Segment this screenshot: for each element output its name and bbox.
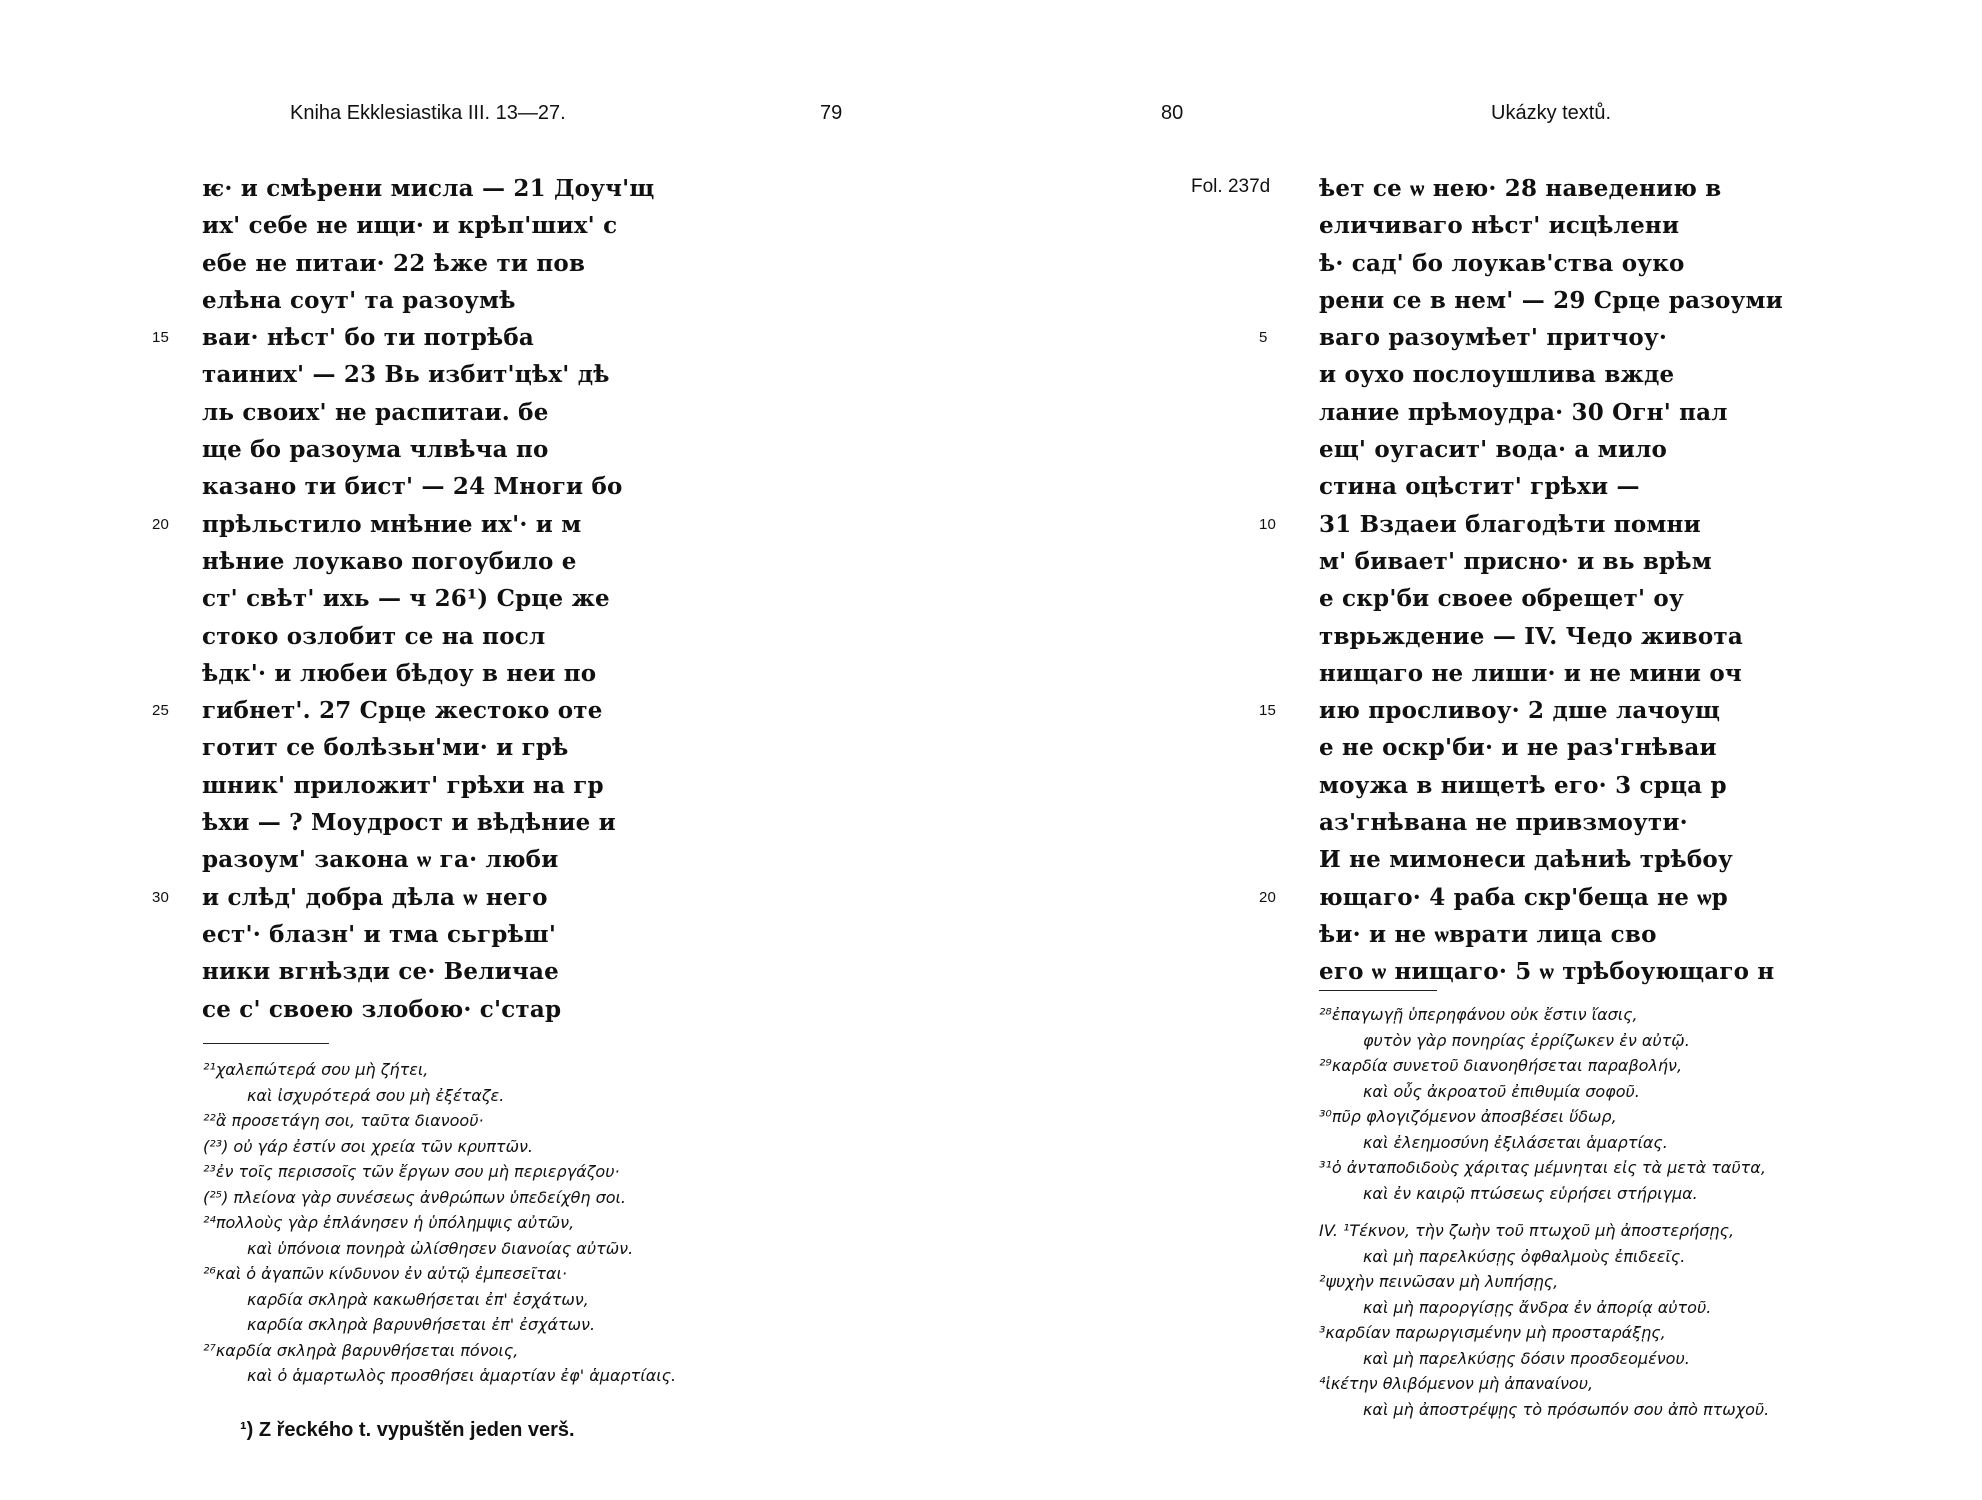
line-text: разоум' закона ѡ га· люби (202, 846, 559, 874)
line-text: лание прѣмоудра· 30 Огн' пал (1319, 398, 1728, 426)
line-text: ники вгнѣзди се· Величае (202, 958, 559, 986)
text-line (1319, 804, 1783, 841)
line-text: его ѡ нищаго· 5 ѡ трѣбоующаго н (1319, 958, 1775, 986)
line-text: еличиваго нѣст' исцѣлени (1319, 212, 1680, 240)
line-text: ѥ· и смѣрени мисла — 21 Доуч'щ (202, 175, 655, 202)
line-text: ющаго· 4 раба скр'беща не ѡр (1319, 883, 1728, 911)
text-line (1319, 953, 1783, 990)
text-line (1319, 655, 1783, 692)
line-text: 31 Вздаеи благодѣти помни (1319, 510, 1701, 538)
greek-note-line: ²²ἃ προσετάγη σοι, ταῦτα διανοοῦ· (203, 1111, 484, 1130)
greek-note-line: IV. ¹Τέκνον, τὴν ζωὴν τοῦ πτωχοῦ μὴ ἀποστερήσῃς, (1319, 1221, 1735, 1240)
line-text: гибнет'. 27 Срце жестоко оте (202, 697, 603, 725)
line-text: ещ' оугасит' вода· а мило (1319, 436, 1668, 464)
text-line (1319, 431, 1783, 468)
line-text: ию просливоу· 2 дше лачоущ (1319, 697, 1721, 725)
line-text: казано ти бист' — 24 Многи бо (202, 473, 623, 501)
line-text: елѣна соут' та разоумѣ (202, 286, 516, 314)
folio-mark: Fol. 237d (1191, 176, 1271, 197)
text-line (152, 319, 654, 356)
line-text: м' бивает' присно· и вь врѣм (1319, 547, 1712, 575)
text-line (1319, 729, 1783, 766)
text-line (1319, 245, 1783, 282)
text-line (152, 506, 654, 543)
text-line (1319, 282, 1783, 319)
text-line (1319, 394, 1783, 431)
text-line (1319, 543, 1783, 580)
greek-note-line: καὶ ὑπόνοια πονηρὰ ὠλίσθησεν διανοίας αὐτῶν. (247, 1238, 634, 1258)
greek-note-line: καρδία σκληρὰ βαρυνθήσεται ἐπ' ἐσχάτων. (247, 1315, 596, 1334)
text-line (1259, 692, 1783, 729)
text-line (152, 879, 654, 916)
greek-note-line: ⁴ἱκέτην θλιβόμενον μὴ ἀπαναίνου, (1319, 1374, 1594, 1393)
greek-note-line: καὶ μὴ ἀποστρέψῃς τὸ πρόσωπόν σου ἀπὸ πτωχοῦ. (1363, 1399, 1770, 1419)
text-line (1319, 767, 1783, 804)
text-line (1259, 506, 1783, 543)
line-text: ест'· блазн' и тма сьгрѣш' (202, 920, 557, 948)
page-number: 79 (820, 102, 843, 124)
text-line (202, 804, 654, 841)
text-line (202, 841, 654, 878)
line-text: ѣ· сад' бо лоукав'ства оуко (1319, 249, 1685, 277)
text-line (202, 767, 654, 804)
line-text: таиних' — 23 Вь избит'цѣх' дѣ (202, 361, 610, 389)
line-text: ѣдк'· и любеи бѣдоу в неи по (202, 659, 597, 687)
greek-note-line: ²³ἐν τοῖς περισσοῖς τῶν ἔργων σου μὴ περιεργάζου· (203, 1162, 620, 1181)
czech-footnote: ¹) Z řeckého t. vypuštěn jeden verš. (240, 1419, 575, 1441)
line-text: ваи· нѣст' бо ти потрѣба (202, 324, 534, 352)
slavonic-text (1259, 170, 1783, 991)
text-line (202, 991, 654, 1028)
text-line (202, 916, 654, 953)
line-number: 25 (152, 702, 170, 720)
greek-note-line: ²⁶καὶ ὁ ἀγαπῶν κίνδυνον ἐν αὐτῷ ἐμπεσεῖται· (203, 1264, 567, 1283)
text-line (202, 953, 654, 990)
text-line (202, 729, 654, 766)
greek-note-line: ³¹ὁ ἀνταποδιδοὺς χάριτας μέμνηται εἰς τὰ μετὰ ταῦτα, (1319, 1158, 1766, 1177)
slavonic-text (152, 170, 655, 1028)
greek-apparatus (203, 1057, 676, 1389)
greek-note-line: ²⁴πολλοὺς γὰρ ἐπλάνησεν ἡ ὑπόλημψις αὐτῶν, (203, 1213, 575, 1232)
line-number: 15 (152, 329, 170, 347)
line-text: ѣи· и не ѡврати лица сво (1319, 920, 1657, 948)
text-line (202, 245, 654, 282)
line-number: 30 (152, 888, 170, 906)
line-number: 5 (1259, 329, 1268, 347)
greek-note-line: καρδία σκληρὰ κακωθήσεται ἐπ' ἐσχάτων, (247, 1289, 589, 1309)
greek-note-line: (²³) οὐ γάρ ἐστίν σοι χρεία τῶν κρυπτῶν. (203, 1136, 533, 1156)
line-text: ще бо разоума члвѣча по (202, 436, 549, 464)
line-text: шник' приложит' грѣхи на гр (202, 771, 604, 799)
footnote-rule (1319, 990, 1437, 991)
text-line (1319, 468, 1783, 505)
line-number: 20 (1259, 888, 1277, 906)
running-title: Kniha Ekklesiastika III. 13—27. (290, 102, 566, 124)
text-line (1319, 170, 1783, 207)
greek-note-line: φυτὸν γὰρ πονηρίας ἐρρίζωκεν ἐν αὐτῷ. (1363, 1030, 1690, 1050)
greek-note-line: καὶ οὖς ἀκροατοῦ ἐπιθυμία σοφοῦ. (1363, 1081, 1640, 1101)
page-number: 80 (1161, 102, 1184, 124)
running-title: Ukázky textů. (1491, 102, 1612, 124)
text-line (1319, 841, 1783, 878)
line-text: ѣхи — ? Моудрост и вѣдѣние и (202, 809, 616, 837)
line-text: и оухо послоушлива вжде (1319, 361, 1675, 389)
line-text: стоко озлобит се на посл (202, 622, 546, 650)
text-line (152, 692, 654, 729)
text-line (202, 618, 654, 655)
greek-note-line: καὶ μὴ παρελκύσῃς ὀφθαλμοὺς ἐπιδεεῖς. (1363, 1246, 1686, 1266)
text-line (1319, 580, 1783, 617)
line-text: рени се в нем' — 29 Срце разоуми (1319, 286, 1783, 314)
line-text: тврьждение — IV. Чедо живота (1319, 622, 1743, 650)
greek-note-line: ²⁹καρδία συνετοῦ διανοηθήσεται παραβολήν, (1319, 1056, 1683, 1075)
line-text: прѣльстило мнѣние их'· и м (202, 510, 582, 538)
text-line (1259, 879, 1783, 916)
greek-note-line: ³⁰πῦρ φλογιζόμενον ἀποσβέσει ὕδωρ, (1319, 1107, 1617, 1126)
text-line (1319, 916, 1783, 953)
line-text: ль своих' не распитаи. бе (202, 398, 549, 426)
text-line (202, 543, 654, 580)
line-text: стина оцѣстит' грѣхи — (1319, 473, 1640, 501)
line-number: 15 (1259, 702, 1277, 720)
line-text: ебе не питаи· 22 ѣже ти пов (202, 249, 586, 277)
right-page (991, 0, 1982, 1500)
greek-note-line: καὶ ὁ ἁμαρτωλὸς προσθήσει ἁμαρτίαν ἐφ' ἁμαρτίαις. (247, 1366, 677, 1385)
line-number: 20 (152, 515, 170, 533)
line-text: моужа в нищетѣ его· 3 срца р (1319, 771, 1727, 799)
text-line (1259, 319, 1783, 356)
text-line (1319, 356, 1783, 393)
line-text: их' себе не ищи· и крѣп'ших' с (202, 212, 618, 240)
line-text: И не мимонеси даѣниѣ трѣбоу (1319, 846, 1733, 874)
greek-note-line: καὶ ἰσχυρότερά σου μὴ ἐξέταζε. (247, 1085, 505, 1105)
text-line (202, 431, 654, 468)
greek-note-line: καὶ ἐν καιρῷ πτώσεως εὑρήσει στήριγμα. (1363, 1183, 1698, 1203)
footnote-rule (203, 1043, 329, 1044)
text-line (1319, 618, 1783, 655)
greek-note-line: ²⁷καρδία σκληρὰ βαρυνθήσεται πόνοις, (203, 1340, 519, 1360)
line-number: 10 (1259, 515, 1277, 533)
line-text: е не оскр'би· и не раз'гнѣваи (1319, 734, 1717, 762)
text-line (202, 207, 654, 244)
line-text: ѣет се ѡ нею· 28 наведению в (1319, 175, 1722, 202)
text-line (202, 468, 654, 505)
text-line (202, 170, 654, 207)
greek-note-line: καὶ μὴ παρελκύσῃς δόσιν προσδεομένου. (1363, 1348, 1690, 1368)
line-text: нѣние лоукаво погоубило е (202, 547, 577, 575)
greek-note-line: ²¹χαλεπώτερά σου μὴ ζήτει, (203, 1060, 429, 1079)
text-line (202, 282, 654, 319)
line-text: аз'гнѣвана не привзмоути· (1319, 809, 1688, 837)
greek-note-line: ²ψυχὴν πεινῶσαν μὴ λυπήσῃς, (1319, 1272, 1559, 1291)
line-text: и слѣд' добра дѣла ѡ него (202, 883, 548, 911)
greek-note-line: καὶ μὴ παροργίσῃς ἄνδρα ἐν ἀπορίᾳ αὐτοῦ. (1363, 1297, 1712, 1317)
greek-note-line: καὶ ἐλεημοσύνη ἐξιλάσεται ἁμαρτίας. (1363, 1132, 1668, 1152)
greek-note-line: (²⁵) πλείονα γὰρ συνέσεως ἀνθρώπων ὑπεδείχθη σοι. (203, 1187, 627, 1207)
text-line (202, 655, 654, 692)
line-text: ваго разоумѣет' притчоу· (1319, 324, 1668, 352)
greek-apparatus (1319, 1002, 1769, 1422)
text-line (202, 394, 654, 431)
greek-note-line: ²⁸ἐπαγωγῇ ὑπερηφάνου οὐκ ἔστιν ἴασις, (1319, 1005, 1638, 1024)
greek-note-line: ³καρδίαν παρωργισμένην μὴ προσταράξῃς, (1319, 1323, 1666, 1342)
text-line (1319, 207, 1783, 244)
line-text: ст' свѣт' ихь — ч 26¹) Срце же (202, 585, 610, 613)
text-line (202, 580, 654, 617)
line-text: готит се болѣзьн'ми· и грѣ (202, 734, 569, 762)
text-line (202, 356, 654, 393)
line-text: е скр'би своее обрещет' оу (1319, 585, 1684, 613)
line-text: се с' своею злобою· с'стар (202, 995, 562, 1023)
line-text: нищаго не лиши· и не мини оч (1319, 659, 1742, 687)
